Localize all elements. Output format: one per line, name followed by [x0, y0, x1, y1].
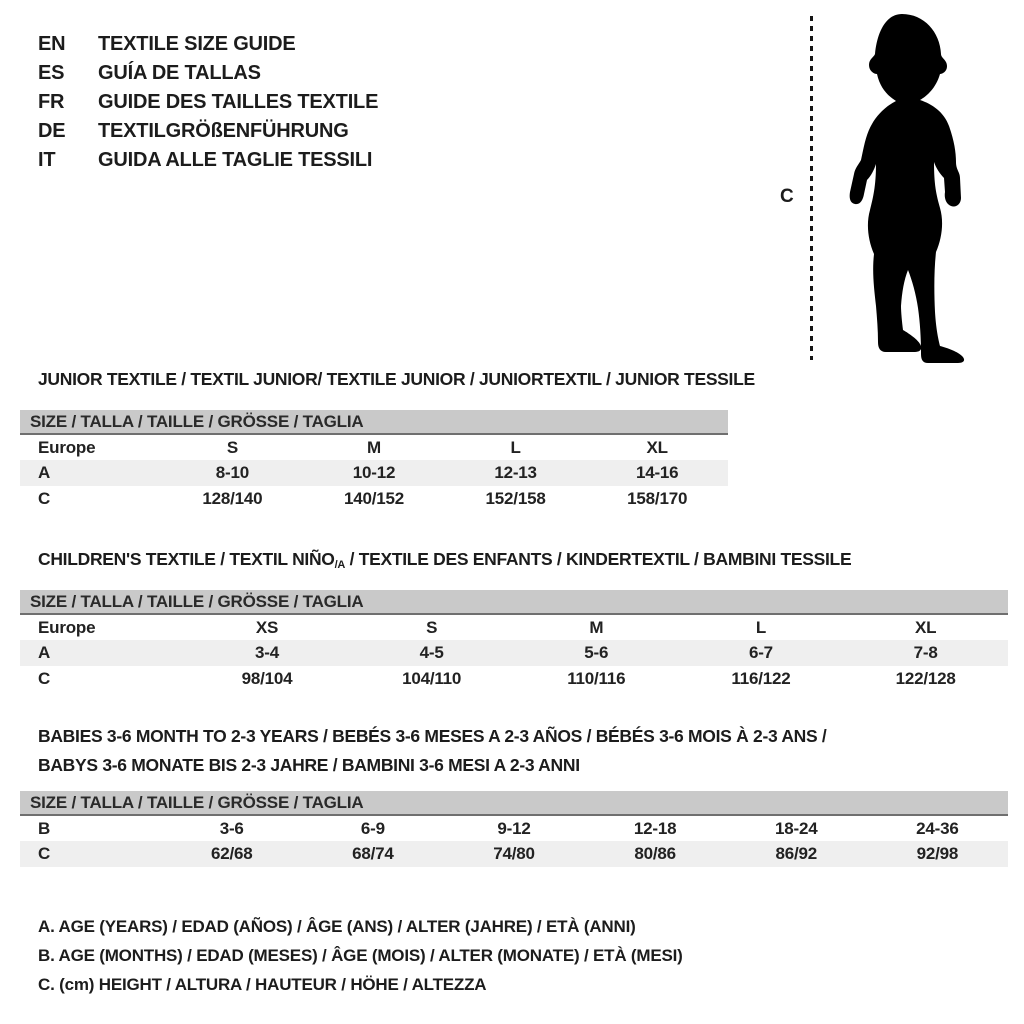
table-row [20, 841, 1008, 867]
table-cell: L [510, 437, 521, 457]
language-code: IT [38, 149, 56, 171]
table-cell: XL [914, 617, 937, 637]
language-row-fr [38, 88, 378, 117]
language-code: FR [38, 91, 65, 113]
legend-line-a: A. AGE (YEARS) / EDAD (AÑOS) / ÂGE (ANS) / ALTER (JAHRE) / ETÀ (ANNI) [38, 917, 636, 936]
language-code: EN [38, 33, 66, 55]
table-cell: L [755, 617, 767, 637]
table-cell: 5-6 [514, 640, 679, 666]
table-row [20, 486, 728, 512]
table-cell: 74/80 [443, 841, 584, 867]
language-row-de [38, 117, 378, 146]
table-cell: M [589, 617, 604, 637]
table-cell: 3-6 [219, 818, 244, 838]
language-row-en [38, 30, 378, 59]
row-label: C [20, 841, 161, 867]
table-row [20, 640, 1008, 666]
table-cell: 6-9 [360, 818, 385, 838]
table-row [20, 434, 728, 460]
row-label: B [38, 818, 51, 838]
table-cell: 110/116 [567, 669, 626, 688]
row-label: Europe [38, 617, 96, 637]
measurement-legend [38, 912, 683, 999]
table-cell: 68/74 [302, 841, 443, 867]
children-size-table [20, 590, 1008, 692]
babies-heading-line1: BABIES 3-6 MONTH TO 2-3 YEARS / BEBÉS 3-6 MESES A 2-3 AÑOS / BÉBÉS 3-6 MOIS À 2-3 ANS / [38, 726, 827, 746]
table-cell: 116/122 [731, 669, 791, 688]
table-header-label: SIZE / TALLA / TAILLE / GRÖSSE / TAGLIA [20, 791, 1008, 815]
table-cell: XS [255, 617, 279, 637]
language-title-list [38, 30, 378, 175]
junior-section-heading: JUNIOR TEXTILE / TEXTIL JUNIOR/ TEXTILE JUNIOR / JUNIORTEXTIL / JUNIOR TESSILE [38, 369, 755, 389]
table-cell: 80/86 [585, 841, 726, 867]
table-cell: 9-12 [497, 818, 531, 838]
table-row [20, 614, 1008, 640]
language-code: DE [38, 120, 66, 142]
language-title: TEXTILE SIZE GUIDE [98, 33, 296, 55]
table-cell: 158/170 [627, 489, 688, 508]
row-label: Europe [38, 437, 96, 457]
table-cell: 12-13 [445, 460, 587, 486]
table-cell: S [226, 437, 238, 457]
table-cell: 152/158 [485, 489, 546, 508]
table-row [20, 666, 1008, 692]
table-cell: 3-4 [185, 640, 350, 666]
table-cell: XL [646, 437, 668, 457]
row-label: A [20, 640, 185, 666]
table-cell: 6-7 [679, 640, 844, 666]
language-row-it [38, 146, 378, 175]
table-cell: 128/140 [202, 489, 263, 508]
table-cell: M [367, 437, 381, 457]
table-header-label: SIZE / TALLA / TAILLE / GRÖSSE / TAGLIA [20, 410, 728, 434]
table-cell: 4-5 [349, 640, 514, 666]
legend-line-c: C. (cm) HEIGHT / ALTURA / HAUTEUR / HÖHE / ALTEZZA [38, 975, 487, 994]
table-cell: 62/68 [161, 841, 302, 867]
table-cell: 86/92 [726, 841, 867, 867]
height-measure-figure [770, 8, 1016, 370]
table-cell: 98/104 [241, 669, 293, 688]
children-heading-post: / TEXTILE DES ENFANTS / KINDERTEXTIL / BAMBINI TESSILE [345, 549, 852, 569]
table-row [20, 815, 1008, 841]
language-row-es [38, 59, 378, 88]
dashed-measure-line [810, 16, 813, 360]
height-measure-label: C [780, 186, 794, 207]
babies-size-table [20, 791, 1008, 867]
row-label: C [38, 669, 51, 688]
table-cell: 92/98 [867, 841, 1008, 867]
table-cell: 8-10 [162, 460, 304, 486]
table-cell: 140/152 [343, 489, 405, 508]
toddler-silhouette-icon [828, 12, 980, 364]
language-code: ES [38, 62, 65, 84]
table-row [20, 460, 728, 486]
table-cell: 24-36 [916, 818, 959, 838]
table-cell: 10-12 [303, 460, 445, 486]
toddler-silhouette-path [850, 14, 964, 363]
junior-size-table [20, 410, 728, 512]
children-heading-sub: /A [334, 559, 346, 571]
row-label: A [20, 460, 162, 486]
table-cell: 7-8 [843, 640, 1008, 666]
table-header-label: SIZE / TALLA / TAILLE / GRÖSSE / TAGLIA [20, 590, 1008, 614]
row-label: C [38, 489, 51, 508]
language-title: GUIDE DES TAILLES TEXTILE [98, 91, 379, 113]
children-heading-pre: CHILDREN'S TEXTILE / TEXTIL NIÑO [38, 549, 335, 569]
legend-line-b: B. AGE (MONTHS) / EDAD (MESES) / ÂGE (MOIS) / ALTER (MONATE) / ETÀ (MESI) [38, 946, 683, 965]
children-section-heading [38, 549, 851, 571]
table-cell: 122/128 [895, 669, 956, 688]
babies-heading-line2: BABYS 3-6 MONATE BIS 2-3 JAHRE / BAMBINI 3-6 MESI A 2-3 ANNI [38, 755, 580, 775]
babies-section-heading [38, 722, 827, 780]
table-header-bar [20, 410, 728, 434]
table-cell: 14-16 [586, 460, 728, 486]
table-cell: S [426, 617, 438, 637]
language-title: GUIDA ALLE TAGLIE TESSILI [98, 149, 373, 171]
table-header-bar [20, 590, 1008, 614]
table-cell: 12-18 [633, 818, 677, 838]
table-cell: 104/110 [402, 669, 462, 688]
table-cell: 18-24 [775, 818, 818, 838]
language-title: GUÍA DE TALLAS [98, 62, 261, 84]
language-title: TEXTILGRÖßENFÜHRUNG [98, 120, 349, 142]
table-header-bar [20, 791, 1008, 815]
